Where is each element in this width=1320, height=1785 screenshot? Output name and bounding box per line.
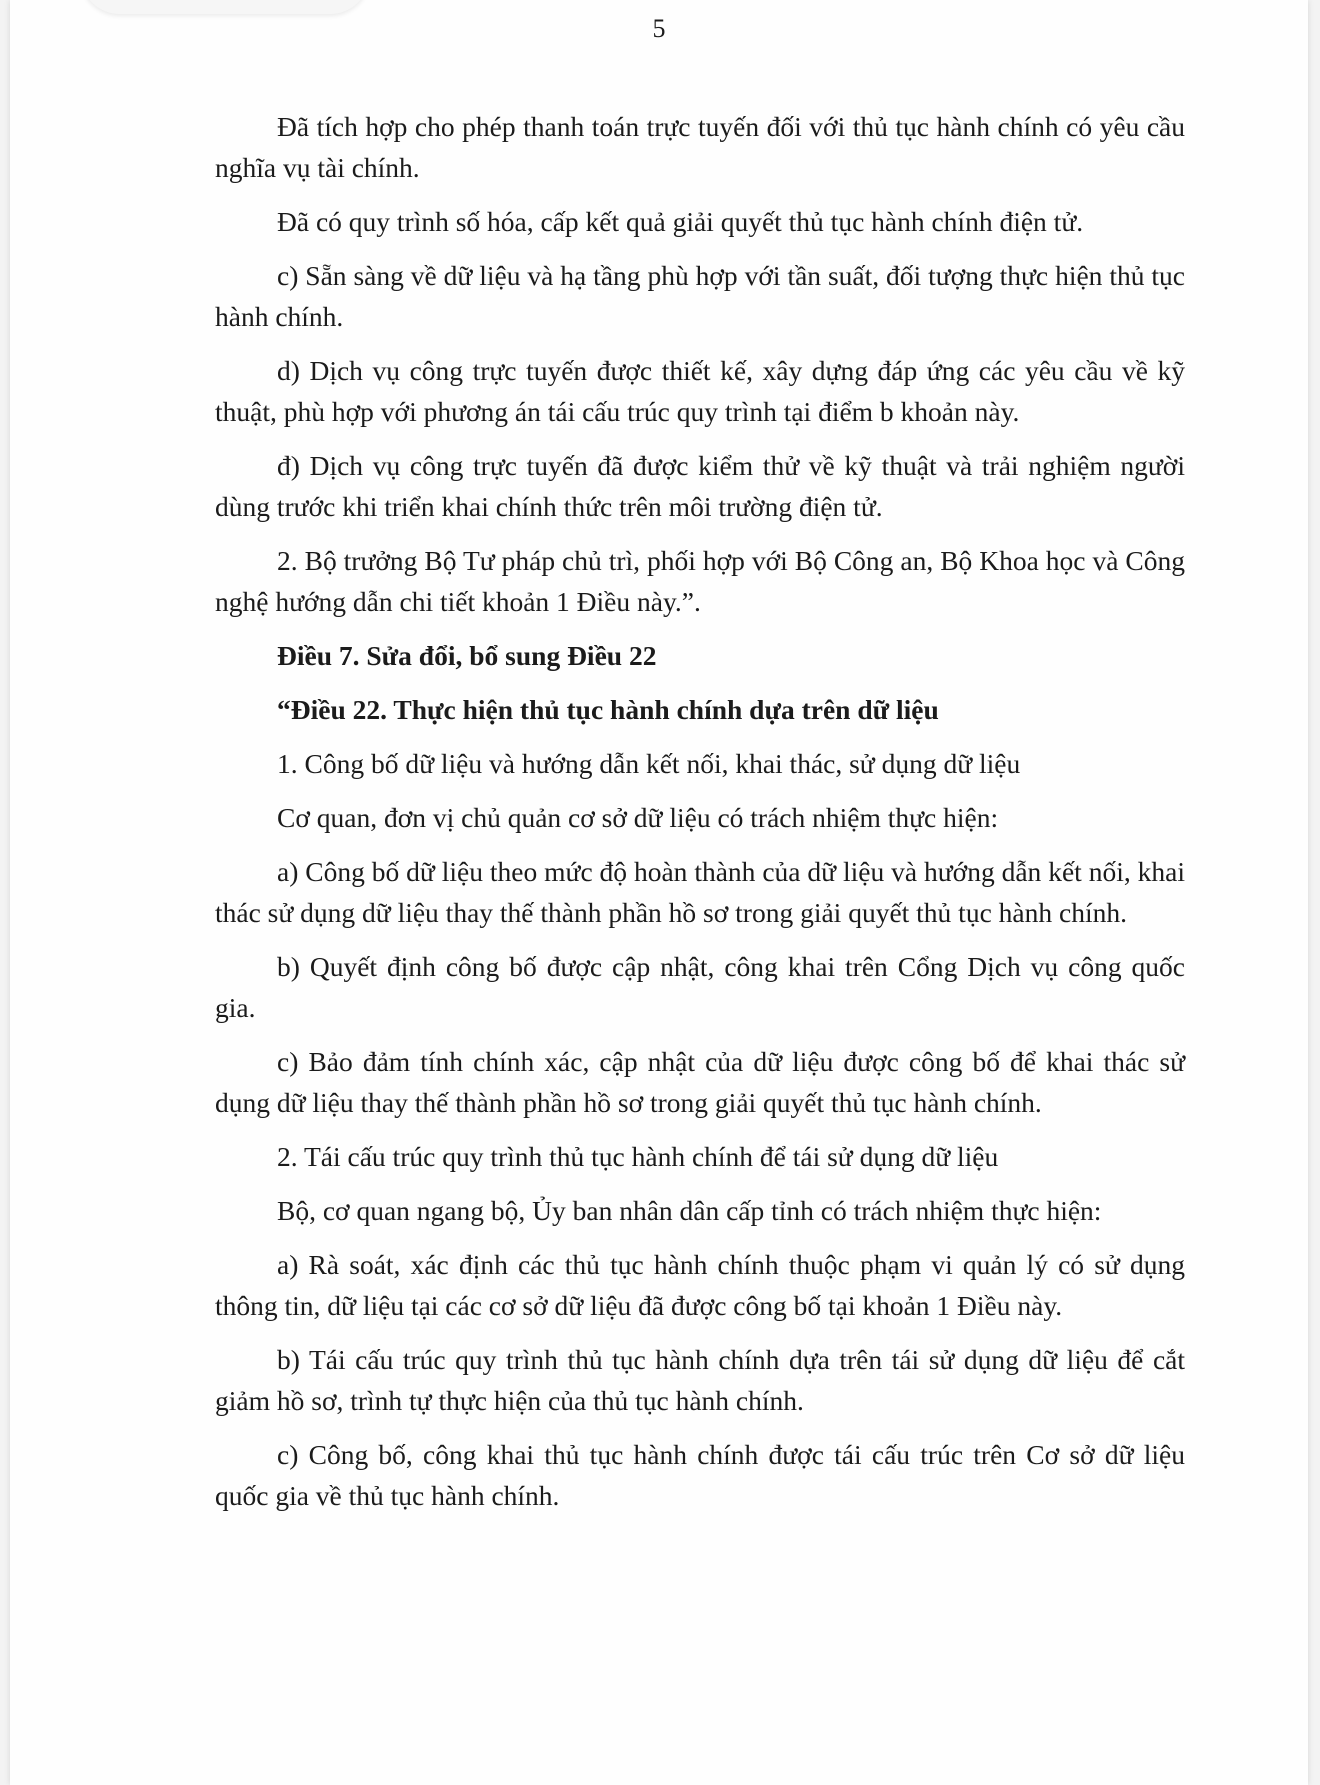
paragraph: b) Tái cấu trúc quy trình thủ tục hành chính dựa trên tái sử dụng dữ liệu để cắt giảm hồ sơ, trình tự thực hiện của thủ tục hành chính.: [215, 1344, 1185, 1416]
paragraph: a) Rà soát, xác định các thủ tục hành chính thuộc phạm vi quản lý có sử dụng thông tin, dữ liệu tại các cơ sở dữ liệu đã được công bố tại khoản 1 Điều này.: [215, 1249, 1185, 1321]
page-number: 5: [652, 14, 666, 43]
paragraph: b) Quyết định công bố được cập nhật, công khai trên Cổng Dịch vụ công quốc gia.: [215, 951, 1185, 1023]
paragraph: Bộ, cơ quan ngang bộ, Ủy ban nhân dân cấp tỉnh có trách nhiệm thực hiện:: [277, 1195, 1102, 1226]
paragraph: d) Dịch vụ công trực tuyến được thiết kế, xây dựng đáp ứng các yêu cầu về kỹ thuật, phù hợp với phương án tái cấu trúc quy trình tại điểm b khoản này.: [215, 355, 1185, 427]
paragraph: a) Công bố dữ liệu theo mức độ hoàn thành của dữ liệu và hướng dẫn kết nối, khai thác sử dụng dữ liệu thay thế thành phần hồ sơ trong giải quyết thủ tục hành chính.: [215, 856, 1185, 928]
article-heading: “Điều 22. Thực hiện thủ tục hành chính dựa trên dữ liệu: [277, 694, 939, 725]
scroll-overlay: [80, 0, 370, 14]
article-heading: Điều 7. Sửa đổi, bổ sung Điều 22: [277, 640, 657, 671]
paragraph: 2. Bộ trưởng Bộ Tư pháp chủ trì, phối hợp với Bộ Công an, Bộ Khoa học và Công nghệ hướng dẫn chi tiết khoản 1 Điều này.”.: [215, 545, 1185, 617]
paragraph: c) Bảo đảm tính chính xác, cập nhật của dữ liệu được công bố để khai thác sử dụng dữ liệu thay thế thành phần hồ sơ trong giải quyết thủ tục hành chính.: [215, 1046, 1185, 1118]
paragraph: Cơ quan, đơn vị chủ quản cơ sở dữ liệu có trách nhiệm thực hiện:: [277, 802, 999, 833]
paragraph: 2. Tái cấu trúc quy trình thủ tục hành chính để tái sử dụng dữ liệu: [277, 1141, 999, 1172]
document-body: [215, 106, 1185, 1529]
paragraph: đ) Dịch vụ công trực tuyến đã được kiểm thử về kỹ thuật và trải nghiệm người dùng trước khi triển khai chính thức trên môi trường điện tử.: [215, 450, 1185, 522]
paragraph: Đã tích hợp cho phép thanh toán trực tuyến đối với thủ tục hành chính có yêu cầu nghĩa vụ tài chính.: [215, 111, 1185, 183]
paragraph: 1. Công bố dữ liệu và hướng dẫn kết nối, khai thác, sử dụng dữ liệu: [277, 748, 1021, 779]
document-page: [10, 0, 1308, 1785]
paragraph: Đã có quy trình số hóa, cấp kết quả giải quyết thủ tục hành chính điện tử.: [277, 206, 1084, 237]
paragraph: c) Công bố, công khai thủ tục hành chính được tái cấu trúc trên Cơ sở dữ liệu quốc gia về thủ tục hành chính.: [215, 1439, 1185, 1511]
paragraph: c) Sẵn sàng về dữ liệu và hạ tầng phù hợp với tần suất, đối tượng thực hiện thủ tục hành chính.: [215, 260, 1185, 332]
